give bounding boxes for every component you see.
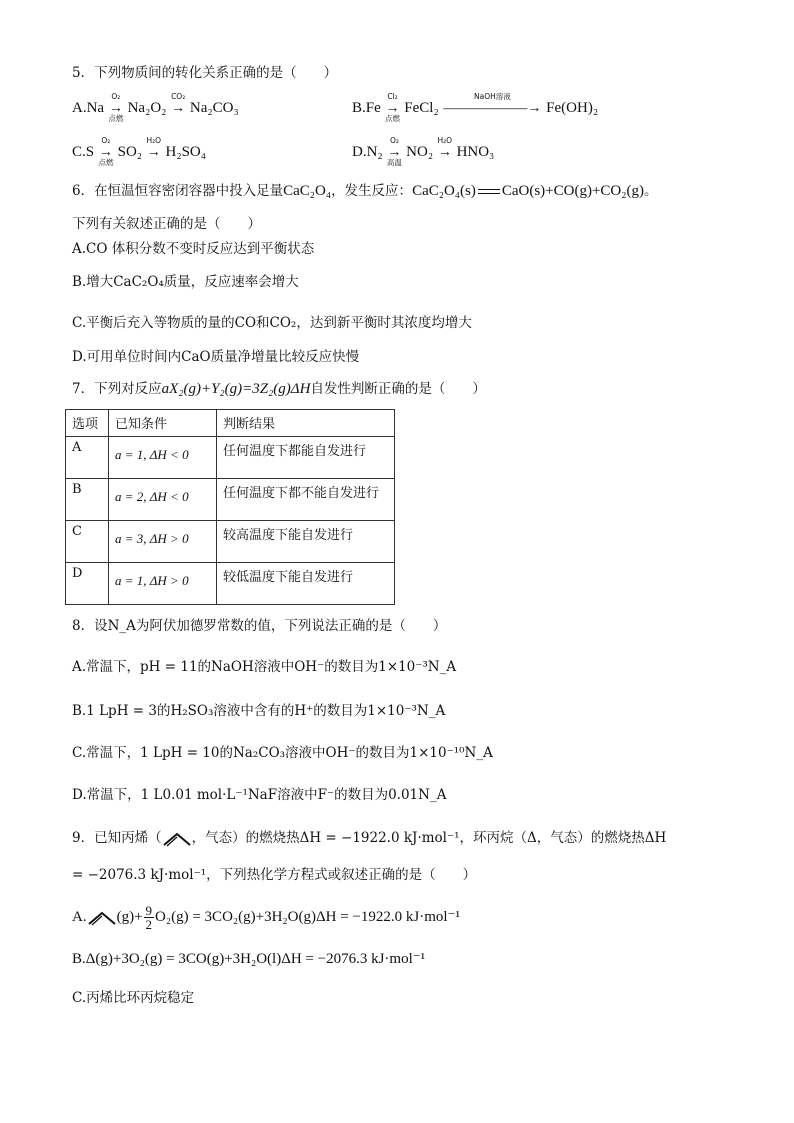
species: Na₂O₂ — [127, 100, 167, 116]
option-label: A. — [72, 100, 87, 116]
table-cell-option: B — [66, 479, 109, 521]
q5-stem: 5．下列物质间的转化关系正确的是（ ） — [72, 65, 338, 81]
table-row — [66, 437, 395, 479]
q8-option-c: C.常温下，1 LpH = 10的Na₂CO₃溶液中OH⁻的数目为1×10⁻¹⁰N_A — [72, 745, 493, 761]
q6-stem — [72, 182, 658, 200]
q6-stem-2: 下列有关叙述正确的是（ ） — [72, 216, 261, 232]
stem-text: ，气态）的燃烧热ΔH = −1922.0 kJ·mol⁻¹，环丙烷（Δ，气态）的燃烧热ΔH — [191, 830, 667, 846]
table-cell-option: C — [66, 521, 109, 563]
q5-option-c — [72, 136, 206, 167]
reaction-arrow: Cl₂ → 点燃 — [386, 99, 400, 118]
propene-structure-icon — [162, 831, 192, 847]
stem-text: 7．下列对反应 — [72, 381, 162, 397]
species: Na — [86, 100, 105, 116]
reaction-arrow: CO₂ → — [171, 99, 185, 118]
reaction-arrow: H₂O → — [147, 143, 161, 162]
q9-stem-1 — [72, 829, 666, 847]
arrow-condition: 点燃 — [385, 114, 401, 123]
reaction-arrow: O₂ → 点燃 — [99, 143, 113, 162]
species: Fe — [365, 100, 381, 116]
option-label: C. — [72, 144, 86, 160]
table-row — [66, 521, 395, 563]
arrow-reagent: CO₂ — [171, 92, 186, 101]
q8-option-d: D.常温下，1 L0.01 mol·L⁻¹NaF溶液中F⁻的数目为0.01N_A — [72, 787, 447, 803]
stem-text: 6．在恒温恒容密闭容器中投入足量 — [72, 183, 284, 199]
arrow-reagent: Cl₂ — [387, 92, 398, 101]
q9-option-c: C.丙烯比环丙烷稳定 — [72, 990, 195, 1006]
propene-structure-icon — [87, 910, 117, 926]
q9-stem-2: = −2076.3 kJ·mol⁻¹，下列热化学方程式或叙述正确的是（ ） — [72, 867, 477, 883]
q6-option-d: D.可用单位时间内CaO质量净增量比较反应快慢 — [72, 349, 360, 365]
arrow-reagent: H₂O — [146, 136, 162, 145]
species: CaC₂O₄ — [283, 183, 332, 199]
table-header-cell: 判断结果 — [217, 410, 395, 437]
fraction — [144, 904, 155, 931]
table-header-row — [66, 410, 395, 437]
reaction-arrow: O₂ → 点燃 — [109, 99, 123, 118]
table-cell-condition: a = 2, ΔH < 0 — [109, 479, 217, 521]
table-cell-result: 较高温度下能自发进行 — [217, 521, 395, 563]
fraction-denominator: 2 — [145, 917, 153, 932]
arrow-condition: 点燃 — [108, 114, 124, 123]
q6-option-b: B.增大CaC₂O₄质量，反应速率会增大 — [72, 274, 299, 290]
q8-option-b: B.1 LpH = 3的H₂SO₃溶液中含有的H⁺的数目为1×10⁻³N_A — [72, 703, 446, 719]
option-label: B. — [352, 100, 366, 116]
table-row — [66, 479, 395, 521]
q5-option-d — [352, 136, 495, 167]
table-cell-condition: a = 1, ΔH > 0 — [109, 563, 217, 605]
q5-option-b — [352, 92, 599, 123]
species: NO₂ — [406, 144, 434, 160]
species: S — [85, 144, 95, 160]
q7-table — [65, 409, 395, 605]
reaction-arrow: NaOH溶液 ——————→ — [443, 99, 541, 118]
arrow-reagent: O₂ — [101, 136, 111, 145]
option-label: D. — [352, 144, 367, 160]
q8-stem: 8．设N_A为阿伏加德罗常数的值，下列说法正确的是（ ） — [72, 618, 447, 634]
species: Fe(OH)₂ — [546, 100, 599, 116]
arrow-reagent: O₂ — [389, 136, 399, 145]
table-cell-result: 较低温度下能自发进行 — [217, 563, 395, 605]
q5-option-a — [72, 92, 239, 123]
species: H₂SO₄ — [165, 144, 206, 160]
table-cell-condition: a = 3, ΔH > 0 — [109, 521, 217, 563]
stem-text: 9．已知丙烯（ — [72, 830, 162, 846]
option-label: A. — [72, 908, 87, 925]
equation-left: CaC₂O₄(s) — [412, 183, 476, 199]
q6-option-a: A.CO 体积分数不变时反应达到平衡状态 — [72, 241, 315, 257]
table-cell-option: A — [66, 437, 109, 479]
table-header-cell: 已知条件 — [109, 410, 217, 437]
q7-stem — [72, 380, 486, 398]
equilibrium-arrow-icon — [478, 188, 500, 196]
species: SO₂ — [117, 144, 143, 160]
q6-option-c: C.平衡后充入等物质的量的CO和CO₂，达到新平衡时其浓度均增大 — [72, 315, 472, 331]
table-cell-condition: a = 1, ΔH < 0 — [109, 437, 217, 479]
table-cell-result: 任何温度下都不能自发进行 — [217, 479, 395, 521]
equation-part: (g)+ — [116, 908, 143, 925]
species: FeCl₂ — [404, 100, 439, 116]
arrow-reagent: NaOH溶液 — [474, 92, 511, 101]
q9-option-b: B.Δ(g)+3O₂(g) = 3CO(g)+3H₂O(l)ΔH = −2076.3 kJ·mol⁻¹ — [72, 951, 426, 967]
arrow-reagent: O₂ — [111, 92, 121, 101]
arrow-condition: 高温 — [386, 158, 402, 167]
equation: aX₂(g)+Y₂(g)=3Z₂(g)ΔH — [161, 381, 311, 397]
fraction-numerator: 9 — [145, 903, 153, 918]
stem-text: ，发生反应： — [331, 183, 413, 199]
arrow-condition: 点燃 — [98, 158, 114, 167]
species: HNO₃ — [456, 144, 495, 160]
arrow-reagent: H₂O — [437, 136, 453, 145]
equation-right: CaO(s)+CO(g)+CO₂(g) — [501, 183, 644, 199]
stem-text: 自发性判断正确的是（ ） — [310, 381, 486, 397]
q9-option-a — [72, 904, 460, 931]
stem-text: 。 — [644, 183, 658, 199]
table-cell-result: 任何温度下都能自发进行 — [217, 437, 395, 479]
species: N₂ — [366, 144, 383, 160]
equation-part: O₂(g) = 3CO₂(g)+3H₂O(g)ΔH = −1922.0 kJ·mol⁻¹ — [155, 908, 460, 925]
reaction-arrow: O₂ → 高温 — [387, 143, 401, 162]
reaction-arrow: H₂O → — [438, 143, 452, 162]
species: Na₂CO₃ — [189, 100, 239, 116]
table-cell-option: D — [66, 563, 109, 605]
table-header-cell: 选项 — [66, 410, 109, 437]
q8-option-a: A.常温下，pH = 11的NaOH溶液中OH⁻的数目为1×10⁻³N_A — [72, 659, 457, 675]
table-row — [66, 563, 395, 605]
